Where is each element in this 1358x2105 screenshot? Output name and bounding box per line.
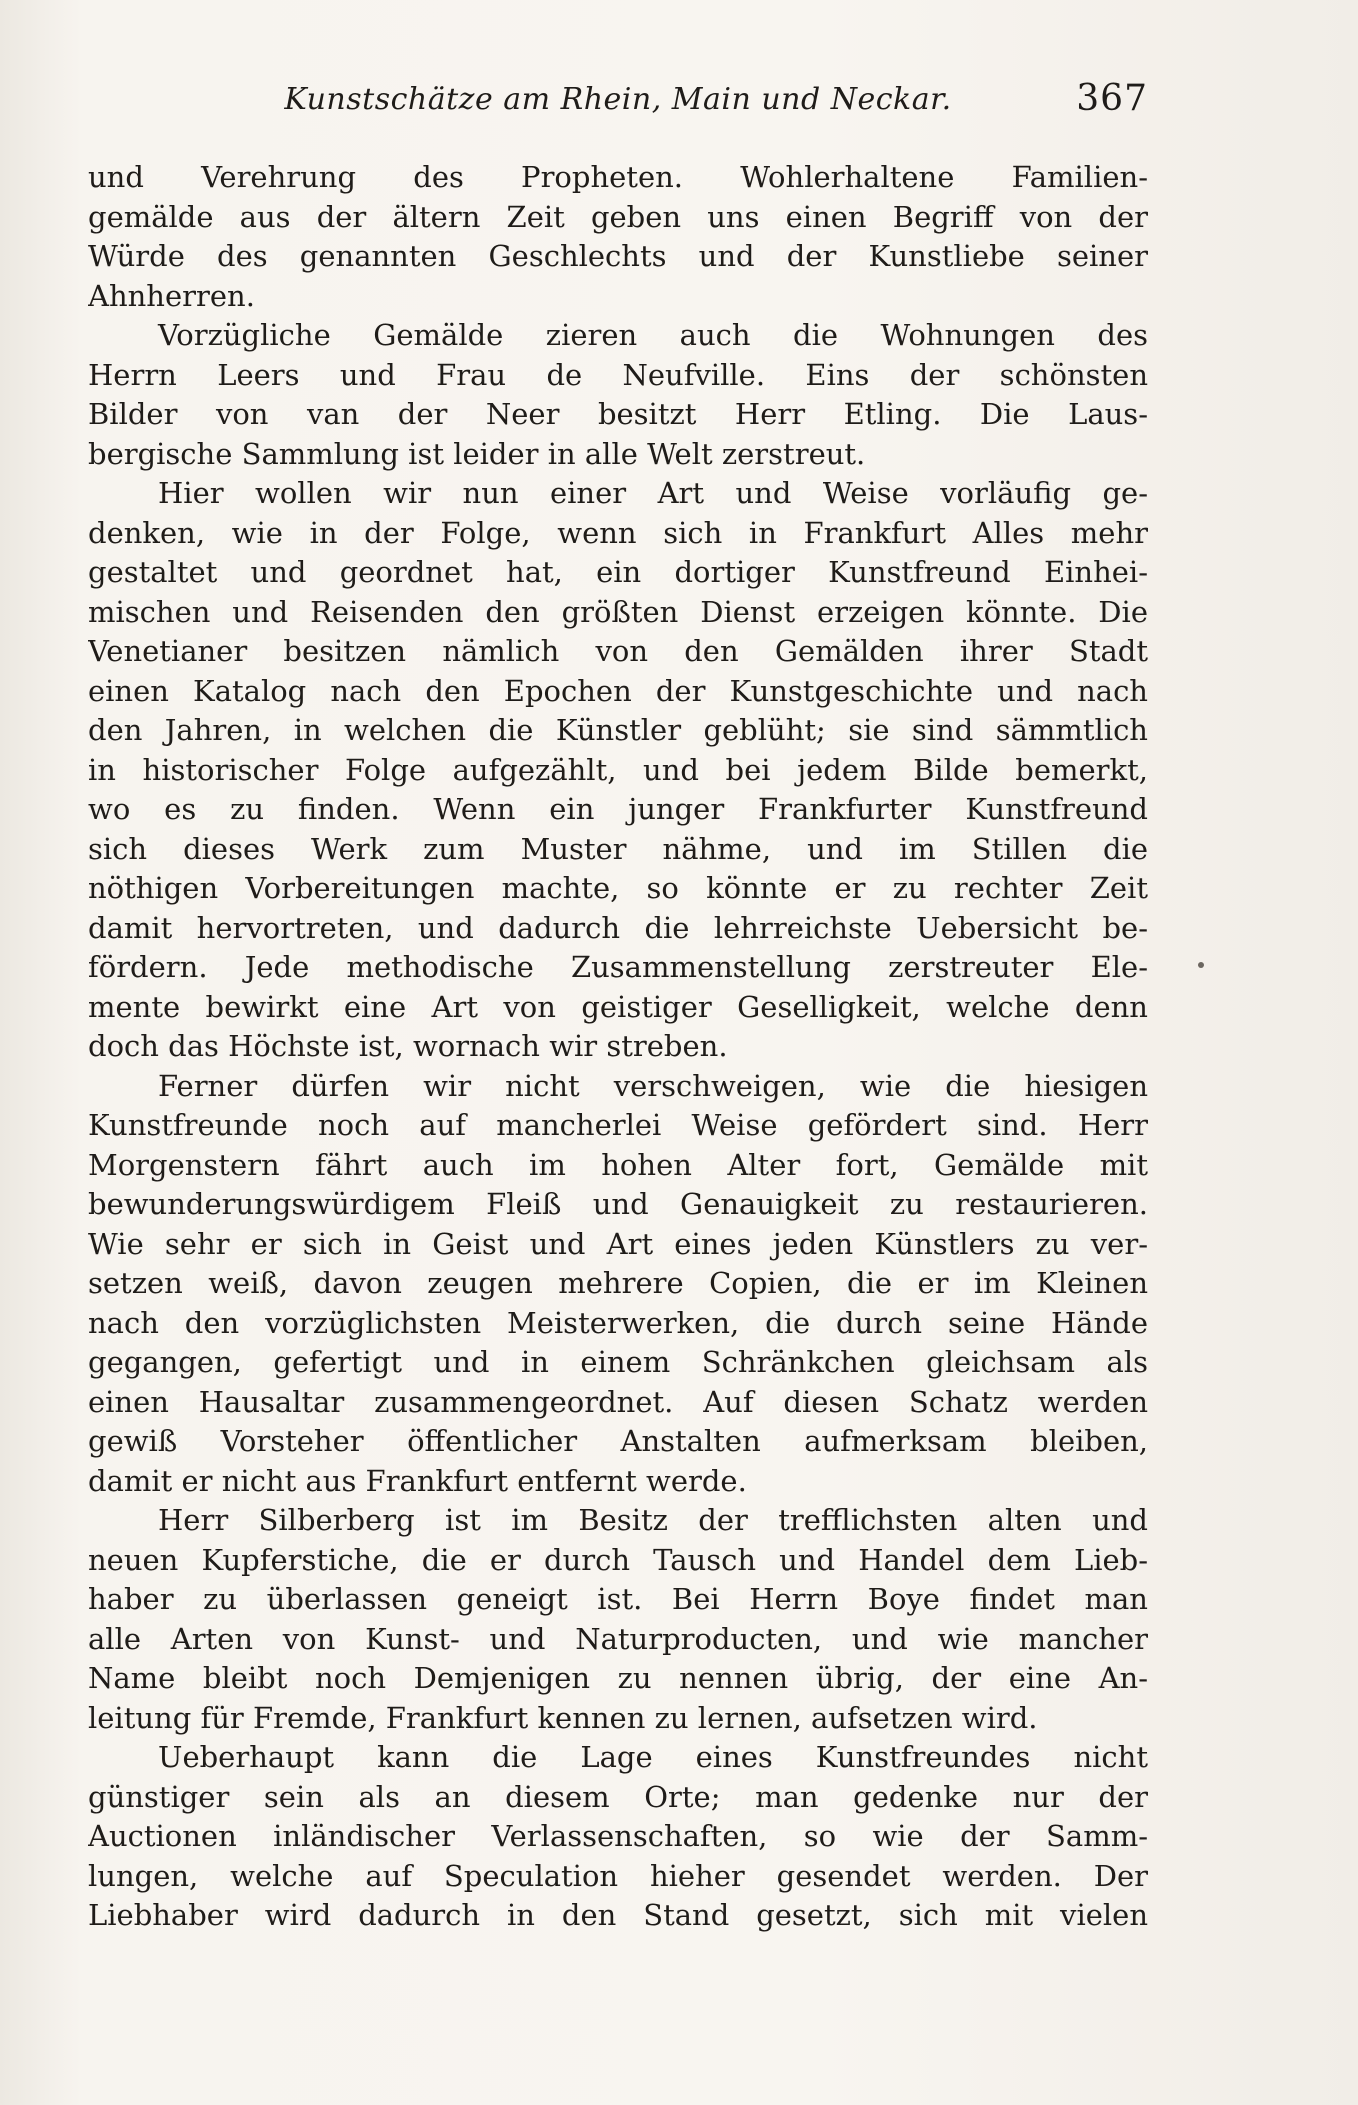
body-text [88,158,1148,1936]
text-line: sich dieses Werk zum Muster nähme, und im Stillen die [88,831,1148,866]
text-line: nöthigen Vorbereitungen machte, so könnte er zu rechter Zeit [88,871,1148,905]
text-line: Ahnherren. [88,278,255,313]
text-line: einen Hausaltar zusammengeordnet. Auf diesen Schatz werden [88,1384,1148,1419]
text-line: mente bewirkt eine Art von geistiger Geselligkeit, welche denn [88,989,1148,1024]
text-line: lungen, welche auf Speculation hieher gesendet werden. Der [88,1858,1148,1893]
text-line: Name bleibt noch Demjenigen zu nennen übrig, der eine An- [88,1661,1148,1695]
text-line: gestaltet und geordnet hat, ein dortiger Kunstfreund Einhei- [88,555,1148,589]
text-line: gegangen, gefertigt und in einem Schränkchen gleichsam als [88,1345,1148,1379]
text-line: gemälde aus der ältern Zeit geben uns einen Begriff von der [88,199,1148,234]
text-line: setzen weiß, davon zeugen mehrere Copien, die er im Kleinen [88,1266,1148,1300]
page-header [88,78,1148,134]
text-line: bergische Sammlung ist leider in alle Welt zerstreut. [88,436,866,471]
text-line: Herrn Leers und Frau de Neufville. Eins der schönsten [88,357,1148,392]
text-line: gewiß Vorsteher öffentlicher Anstalten aufmerksam bleiben, [88,1424,1148,1458]
text-line: Morgenstern fährt auch im hohen Alter fort, Gemälde mit [88,1147,1148,1182]
text-line: Würde des genannten Geschlechts und der Kunstliebe seiner [88,239,1148,273]
text-line: nach den vorzüglichsten Meisterwerken, die durch seine Hände [88,1305,1148,1340]
text-line: bewunderungswürdigem Fleiß und Genauigkeit zu restaurieren. [88,1187,1148,1221]
text-line: wo es zu finden. Wenn ein junger Frankfurter Kunstfreund [88,792,1148,826]
text-line: doch das Höchste ist, wornach wir streben. [88,1029,728,1063]
text-line: damit hervortreten, und dadurch die lehrreichste Uebersicht be- [88,910,1148,945]
text-line: alle Arten von Kunst- und Naturproducten, und wie mancher [88,1621,1148,1656]
text-line: und Verehrung des Propheten. Wohlerhaltene Familien- [88,160,1148,194]
text-line: den Jahren, in welchen die Künstler geblüht; sie sind sämmtlich [88,713,1148,747]
text-line: denken, wie in der Folge, wenn sich in Frankfurt Alles mehr [88,515,1148,550]
running-head: Kunstschätze am Rhein, Main und Neckar. [284,82,952,117]
margin-speck [1198,962,1204,968]
text-line: Ferner dürfen wir nicht verschweigen, wie die hiesigen [158,1068,1148,1103]
text-line: fördern. Jede methodische Zusammenstellung zerstreuter Ele- [88,950,1148,984]
text-line: neuen Kupferstiche, die er durch Tausch und Handel dem Lieb- [88,1542,1148,1577]
text-line: Vorzügliche Gemälde zieren auch die Wohnungen des [158,318,1148,352]
text-line: leitung für Fremde, Frankfurt kennen zu lernen, aufsetzen wird. [88,1700,1038,1735]
text-line: damit er nicht aus Frankfurt entfernt werde. [88,1463,747,1498]
page-number: 367 [1076,78,1148,119]
text-line: mischen und Reisenden den größten Dienst erzeigen könnte. Die [88,594,1148,629]
text-line: Venetianer besitzen nämlich von den Gemälden ihrer Stadt [88,634,1148,668]
text-line: Kunstfreunde noch auf mancherlei Weise gefördert sind. Herr [88,1108,1148,1142]
text-line: Auctionen inländischer Verlassenschaften, so wie der Samm- [88,1819,1148,1853]
text-line: Herr Silberberg ist im Besitz der trefflichsten alten und [158,1503,1148,1537]
text-line: Bilder von van der Neer besitzt Herr Etling. Die Laus- [88,397,1148,431]
text-line: Hier wollen wir nun einer Art und Weise vorläufig ge- [158,476,1148,510]
text-line: günstiger sein als an diesem Orte; man gedenke nur der [88,1779,1148,1814]
text-line: einen Katalog nach den Epochen der Kunstgeschichte und nach [88,673,1148,708]
text-line: Liebhaber wird dadurch in den Stand gesetzt, sich mit vielen [88,1898,1148,1932]
text-line: in historischer Folge aufgezählt, und bei jedem Bilde bemerkt, [88,752,1148,787]
text-line: Wie sehr er sich in Geist und Art eines jeden Künstlers zu ver- [88,1226,1148,1261]
text-line: haber zu überlassen geneigt ist. Bei Herrn Boye findet man [88,1582,1148,1616]
text-line: Ueberhaupt kann die Lage eines Kunstfreundes nicht [158,1740,1148,1774]
